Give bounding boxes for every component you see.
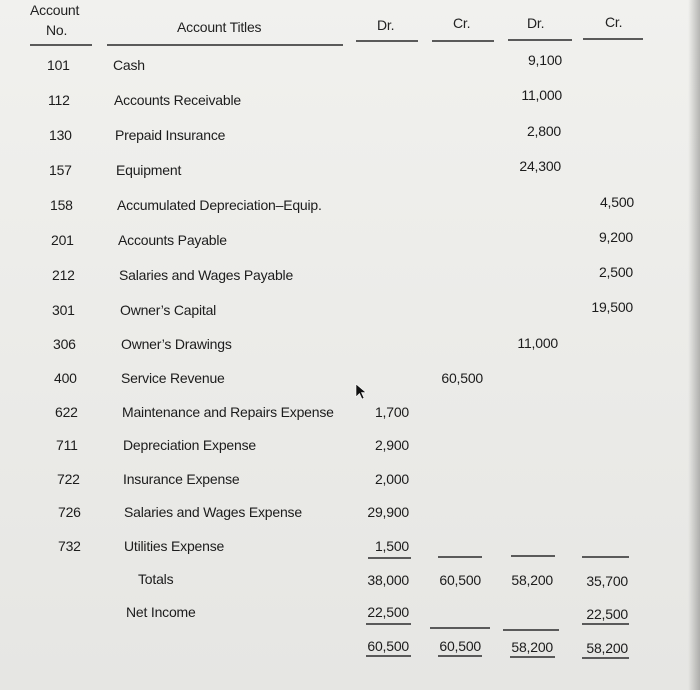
balance-cr-value: 19,500 (591, 299, 633, 315)
header-underline (583, 38, 643, 40)
header-underline (432, 40, 494, 42)
account-no: 622 (55, 404, 78, 420)
balance-dr-value: 11,000 (521, 87, 562, 103)
header-underline (508, 39, 572, 41)
net-income-dr: 22,500 (367, 604, 409, 620)
double-rule (582, 657, 629, 659)
account-no: 112 (48, 92, 70, 108)
final-balance-cr: 58,200 (586, 640, 628, 656)
account-title: Salaries and Wages Payable (119, 267, 294, 283)
net-income-label: Net Income (126, 604, 196, 620)
totals-label: Totals (138, 571, 174, 587)
account-title: Maintenance and Repairs Expense (122, 404, 334, 420)
account-no: 711 (56, 437, 78, 453)
header-balance-cr: Cr. (605, 14, 623, 30)
balance-dr-value: 24,300 (519, 158, 561, 174)
income-dr-value: 29,900 (367, 504, 409, 520)
double-rule (438, 655, 482, 657)
balance-dr-value: 9,100 (527, 52, 562, 68)
final-balance-dr: 58,200 (511, 639, 553, 655)
income-dr-value: 2,000 (374, 471, 409, 487)
mouse-pointer-icon (355, 383, 369, 401)
account-title: Accounts Payable (118, 232, 227, 248)
subtotal-rule (511, 555, 555, 557)
total-rule (366, 623, 411, 625)
account-title: Accumulated Depreciation–Equip. (117, 197, 322, 213)
account-title: Owner’s Drawings (121, 336, 232, 352)
header-underline (30, 44, 92, 46)
account-title: Accounts Receivable (114, 92, 241, 108)
account-title: Prepaid Insurance (115, 127, 226, 143)
account-no: 157 (49, 162, 72, 178)
account-title: Utilities Expense (124, 538, 225, 554)
header-balance-dr: Dr. (527, 15, 545, 31)
subtotal-rule (582, 556, 629, 558)
account-title: Owner’s Capital (120, 302, 217, 318)
header-account-titles: Account Titles (177, 19, 262, 35)
totals-income-cr: 60,500 (439, 572, 481, 588)
header-account-no-line2: No. (46, 22, 68, 38)
account-title: Service Revenue (121, 370, 225, 386)
account-title: Depreciation Expense (123, 437, 256, 453)
account-no: 201 (51, 232, 74, 248)
account-title: Salaries and Wages Expense (124, 504, 302, 520)
account-no: 301 (52, 302, 75, 318)
account-no: 212 (52, 267, 75, 283)
account-no: 130 (49, 127, 72, 143)
income-dr-value: 2,900 (374, 437, 409, 453)
balance-dr-value: 11,000 (517, 335, 558, 351)
balance-cr-value: 9,200 (598, 229, 633, 245)
account-title: Insurance Expense (123, 471, 240, 487)
account-title: Equipment (116, 162, 182, 178)
header-underline (107, 44, 343, 46)
balance-cr-value: 2,500 (598, 264, 633, 280)
subtotal-rule (438, 556, 482, 558)
total-rule (430, 627, 490, 629)
totals-balance-cr: 35,700 (586, 573, 628, 589)
account-no: 726 (58, 504, 81, 520)
account-no: 400 (54, 370, 77, 386)
photo-edge-shadow (688, 0, 700, 690)
account-no: 732 (58, 538, 81, 554)
balance-cr-value: 4,500 (599, 194, 634, 210)
income-dr-value: 1,500 (374, 538, 409, 554)
header-income-dr: Dr. (377, 17, 395, 33)
account-no: 158 (50, 197, 73, 213)
total-rule (503, 629, 559, 631)
income-dr-value: 1,700 (374, 404, 409, 420)
account-no: 306 (53, 336, 76, 352)
total-rule (582, 623, 629, 625)
double-rule (510, 656, 555, 658)
balance-dr-value: 2,800 (526, 123, 561, 139)
totals-balance-dr: 58,200 (511, 572, 553, 588)
double-rule (366, 655, 411, 657)
income-cr-value: 60,500 (441, 370, 483, 386)
net-income-cr: 22,500 (586, 606, 628, 622)
header-account-no-line1: Account (30, 2, 80, 18)
final-income-cr: 60,500 (439, 638, 481, 654)
subtotal-rule (368, 557, 411, 559)
account-title: Cash (113, 57, 145, 73)
account-no: 101 (47, 57, 70, 73)
header-income-cr: Cr. (453, 15, 471, 31)
totals-income-dr: 38,000 (367, 572, 409, 588)
account-no: 722 (57, 471, 80, 487)
header-underline (356, 40, 418, 42)
final-income-dr: 60,500 (367, 638, 409, 654)
